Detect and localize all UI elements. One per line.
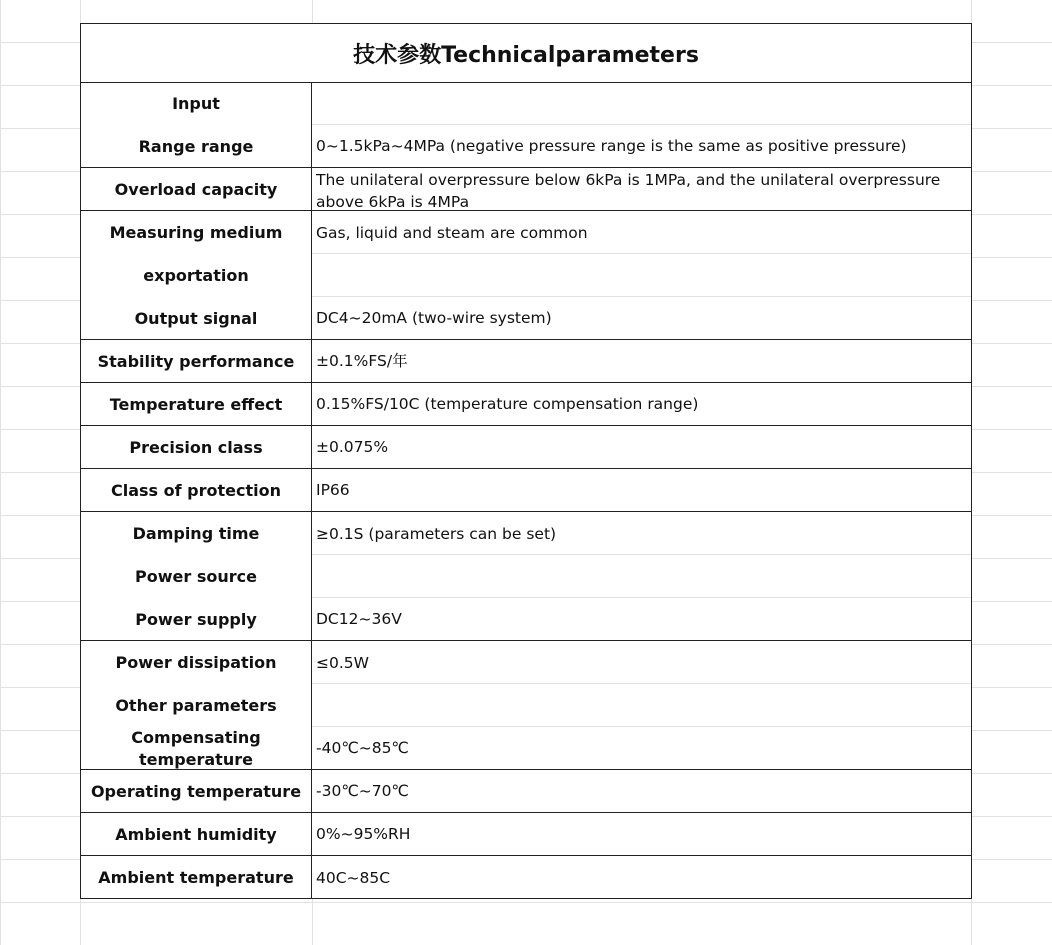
table-row-ambient-temperature — [81, 856, 971, 899]
table-row-temperature-effect — [81, 383, 971, 426]
row-label[interactable]: Damping time — [81, 512, 312, 555]
row-label[interactable]: Ambient temperature — [81, 856, 312, 899]
row-value[interactable]: ±0.1%FS/年 — [316, 352, 408, 370]
row-value[interactable]: ≥0.1S (parameters can be set) — [316, 524, 557, 543]
table-title: 技术参数Technicalparameters — [81, 24, 971, 83]
row-label[interactable]: Ambient humidity — [81, 813, 312, 855]
row-value[interactable]: IP66 — [316, 481, 350, 499]
table-row-output-signal — [81, 297, 971, 340]
row-label[interactable]: Other parameters — [81, 684, 312, 727]
table-row-power-source — [81, 555, 971, 598]
row-label[interactable]: Precision class — [81, 426, 312, 468]
row-value[interactable]: Gas, liquid and steam are common — [316, 223, 588, 242]
row-label[interactable]: Power supply — [81, 598, 312, 640]
table-row-operating-temperature — [81, 770, 971, 813]
row-value[interactable] — [312, 254, 971, 297]
row-label[interactable]: Stability performance — [81, 340, 312, 382]
row-value[interactable]: ±0.075% — [316, 438, 389, 456]
row-value[interactable]: -40℃~85℃ — [316, 739, 409, 757]
row-value[interactable]: 40C~85C — [316, 868, 391, 887]
row-value[interactable] — [312, 82, 971, 125]
row-value[interactable]: -30℃~70℃ — [316, 782, 409, 800]
row-label[interactable]: Compensating temperature — [81, 727, 312, 769]
table-body — [81, 82, 971, 899]
row-value[interactable]: ≤0.5W — [316, 653, 369, 672]
row-label[interactable]: Measuring medium — [81, 211, 312, 254]
table-row-medium — [81, 211, 971, 254]
row-value[interactable]: 0~1.5kPa~4MPa (negative pressure range is the same as positive pressure) — [316, 137, 907, 155]
row-label[interactable]: Operating temperature — [81, 770, 312, 812]
table-row-range — [81, 125, 971, 168]
row-value[interactable] — [312, 555, 971, 598]
row-value[interactable]: DC4~20mA (two-wire system) — [316, 309, 552, 327]
row-label[interactable]: Input — [81, 82, 312, 125]
row-label[interactable]: Temperature effect — [81, 383, 312, 425]
table-row-input — [81, 82, 971, 125]
table-row-overload — [81, 168, 971, 211]
row-value[interactable] — [312, 168, 971, 210]
table-row-damping — [81, 512, 971, 555]
table-row-compensating-temperature — [81, 727, 971, 770]
row-label[interactable]: Overload capacity — [81, 168, 312, 210]
table-row-protection — [81, 469, 971, 512]
row-value[interactable]: 0%~95%RH — [316, 825, 411, 843]
table-row-exportation — [81, 254, 971, 297]
table-row-power-dissipation — [81, 641, 971, 684]
row-label[interactable]: Class of protection — [81, 469, 312, 511]
table-row-power-supply — [81, 598, 971, 641]
row-value-text: The unilateral overpressure below 6kPa is 1MPa, and the unilateral overpressure above 6kPa is 4MPa — [316, 171, 941, 210]
table-row-stability — [81, 340, 971, 383]
row-label[interactable]: Range range — [81, 125, 312, 167]
table-row-precision — [81, 426, 971, 469]
table-row-other-parameters — [81, 684, 971, 727]
parameters-table — [80, 23, 972, 899]
row-value[interactable] — [312, 684, 971, 727]
row-label[interactable]: Output signal — [81, 297, 312, 339]
row-value[interactable]: 0.15%FS/10C (temperature compensation range) — [316, 395, 699, 413]
row-label[interactable]: Power dissipation — [81, 641, 312, 684]
table-row-ambient-humidity — [81, 813, 971, 856]
row-label[interactable]: Power source — [81, 555, 312, 598]
row-label[interactable]: exportation — [81, 254, 312, 297]
row-value[interactable]: DC12~36V — [316, 610, 402, 628]
